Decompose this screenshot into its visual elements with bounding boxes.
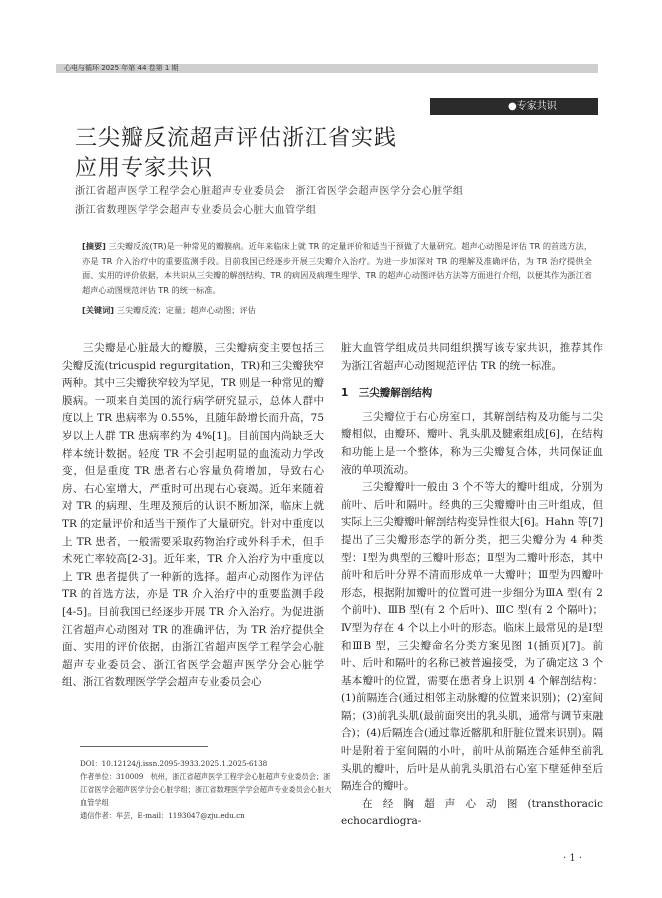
- abstract-label: [摘要]: [82, 241, 106, 251]
- authors-line-1: 浙江省超声医学工程学会心脏超声专业委员会 浙江省医学会超声医学分会心脏学组: [75, 186, 464, 197]
- body-paragraph: 在经胸超声心动图(transthoracic echocardiogra-: [341, 797, 603, 828]
- body-left-column: [62, 340, 324, 692]
- keywords: [82, 305, 592, 316]
- body-right-column: [341, 340, 603, 831]
- page-number: · 1 ·: [563, 853, 583, 864]
- journal-issue-label: 心电与循环 2025 年第 44 卷第 1 期: [64, 64, 179, 72]
- column-tag: ●专家共识: [430, 98, 598, 115]
- affiliation-line: 作者单位：310009 杭州，浙江省超声医学工程学会心脏超声专业委员会；浙江省医学会超声医学分会心脏学组；浙江省数理医学学会超声专业委员会心脏大血管学组: [80, 772, 332, 807]
- body-paragraph: 三尖瓣瓣叶一般由 3 个不等大的瓣叶组成，分别为前叶、后叶和隔叶。经典的三尖瓣瓣叶由三叶组成，但实际上三尖瓣瓣叶解剖结构变异性很大[6]。Hahn 等[7]提出了三尖瓣形态学的新分类，把三尖瓣分为 4 种类型：Ⅰ型为典型的三瓣叶形态；Ⅱ型为二瓣叶形态，其中前叶和后叶分界不清而形成单一大瓣叶；Ⅲ型为四瓣叶形态，根据附加瓣叶的位置可进一步细分为ⅢA 型(有 2 个前叶)、ⅢB 型(有 2 个后叶)、ⅢC 型(有 2 个隔叶)；Ⅳ型为存在 4 个以上小叶的形态。临床上最常见的是Ⅰ型和ⅢB 型，三尖瓣命名分类方案见图 1(插页)[7]。前叶、后叶和隔叶的名称已被普遍接受，为了确定这 3 个基本瓣叶的位置，需要在患者身上识别 4 个解剖结构：(1)前隔连合(通过相邻主动脉瓣的位置来识别)；(2)室间隔；(3)前乳头肌(最前面突出的乳头肌，通常与调节束融合)；(4)后隔连合(通过靠近髂肌和肝脏位置来识别)。隔叶是附着于室间隔的小叶，前叶从前隔连合延伸至前乳头肌的瓣叶，后叶是从前乳头肌沿右心室下壁延伸至后隔连合的瓣叶。: [341, 481, 603, 793]
- article-title-line-1: 三尖瓣反流超声评估浙江省实践: [75, 126, 398, 151]
- correspondence-line: 通信作者：牟芸，E-mail：1193047@zju.edu.cn: [80, 811, 245, 820]
- doi-line: DOI：10.12124/j.issn.2095-3933.2025.1.2025-6138: [80, 759, 268, 768]
- body-paragraph: 脏大血管学组成员共同组织撰写该专家共识，推荐其作为浙江省超声心动图规范评估 TR 的统一标准。: [341, 342, 603, 372]
- footnote-divider: [80, 746, 208, 747]
- article-title-line-2: 应用专家共识: [75, 156, 214, 181]
- body-paragraph: 三尖瓣是心脏最大的瓣膜，三尖瓣病变主要包括三尖瓣反流(tricuspid regurgitation，TR)和三尖瓣狭窄两种。其中三尖瓣狭窄较为罕见，TR 则是一种常见的瓣膜病。一项来自美国的流行病学研究显示，总体人群中度以上 TR 患病率为 0.55%，且随年龄增长而升高，75 岁以上人群 TR 患病率约为 4%[1]。目前国内尚缺乏大样本统计数据。轻度 TR 不会引起明显的血流动力学改变，但是重度 TR 患者右心容量负荷增加，导致右心房、右心室增大，严重时可出现右心衰竭。近年来随着对 TR 的病理、生理及预后的认识不断加深，临床上就 TR 的定量评价和适当干预作了大量研究。针对中重度以上 TR 患者，一般需要采取药物治疗或外科手术，但手术死亡率较高[2-3]。近年来，TR 介入治疗为中重度以上 TR 患者提供了一种新的选择。超声心动图作为评估 TR 的首选方法，亦是 TR 介入治疗中的重要监测手段[4-5]。目前我国已经逐步开展 TR 介入治疗。为促进浙江省超声心动图对 TR 的准确评估，为 TR 治疗提供全面、实用的评价依据，由浙江省超声医学工程学会心脏超声专业委员会、浙江省医学会超声医学分会心脏学组、浙江省数理医学学会超声专业委员会心: [62, 342, 324, 689]
- abstract: [82, 239, 592, 297]
- footnotes: [80, 757, 332, 822]
- keywords-label: [关键词]: [82, 305, 115, 315]
- section-heading: 1 三尖瓣解剖结构: [341, 387, 433, 400]
- journal-header-bar: [56, 64, 598, 73]
- keywords-text: 三尖瓣反流；定量；超声心动图；评估: [116, 305, 256, 315]
- body-paragraph: 三尖瓣位于右心房室口，其解剖结构及功能与二尖瓣相似，由瓣环、瓣叶、乳头肌及腱索组成[6]，在结构和功能上是一个整体，称为三尖瓣复合体，共同保证血液的单项流动。: [341, 410, 603, 476]
- authors-line-2: 浙江省数理医学学会超声专业委员会心脏大血管学组: [75, 205, 317, 216]
- abstract-text: 三尖瓣反流(TR)是一种常见的瓣膜病。近年来临床上就 TR 的定量评价和适当干预做了大量研究。超声心动图是评估 TR 的首选方法，亦是 TR 介入治疗中的重要监测手段。目前我国已经逐步开展三尖瓣介入治疗。为进一步加深对 TR 的理解及准确评估，为 TR 治疗提供全面、实用的评价依据，本共识从三尖瓣的解剖结构、TR 的病因及病理生理学、TR 的超声心动图评估方法等方面进行介绍，以便其作为浙江省超声心动图规范评估 TR 的统一标准。: [82, 241, 593, 295]
